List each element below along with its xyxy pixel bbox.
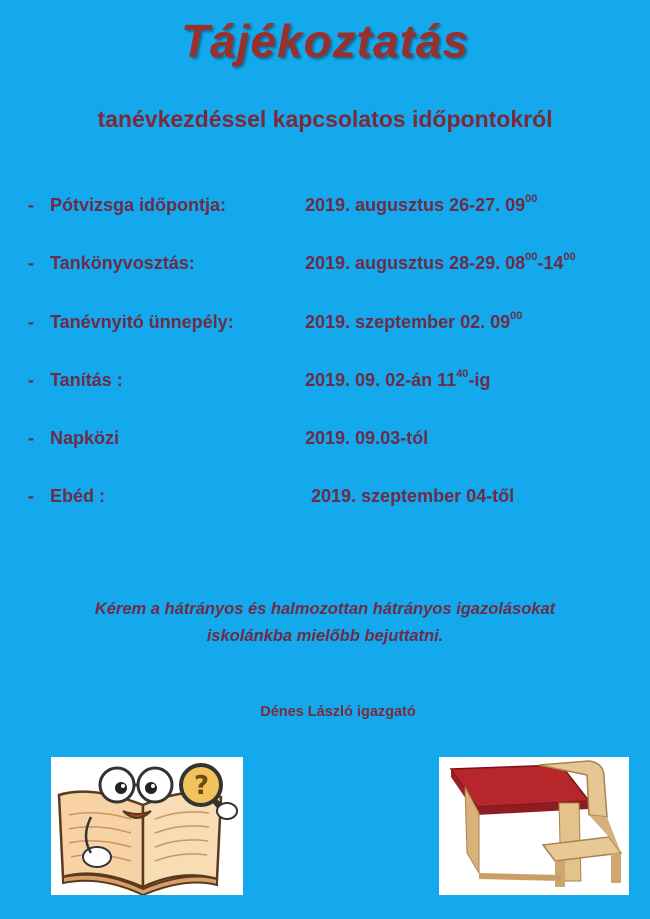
schedule-label: Tankönyvosztás: — [50, 253, 195, 274]
schedule-value — [305, 309, 523, 333]
bullet-dash: - — [28, 311, 34, 332]
schedule-label: Ebéd : — [50, 486, 106, 507]
notice-text — [0, 596, 650, 650]
schedule-row — [28, 195, 638, 253]
schedule-label: Tanítás : — [50, 369, 123, 390]
value-main: 2019. szeptember 02. 09 — [305, 311, 511, 332]
schedule-label: Napközi — [50, 428, 120, 449]
schedule-value — [305, 195, 537, 216]
bullet-dash: - — [28, 486, 34, 507]
value-after: -ig — [468, 369, 491, 390]
bullet-dash: - — [28, 428, 34, 449]
value-superscript: 00 — [525, 193, 538, 205]
schedule-label: Pótvizsga időpontja: — [50, 195, 227, 215]
schedule-value — [311, 486, 514, 507]
value-superscript: 00 — [510, 309, 523, 322]
value-after: -14 — [537, 253, 564, 274]
book-character-illustration — [51, 757, 243, 895]
schedule-value — [305, 428, 428, 449]
value-main: 2019. augusztus 26-27. 09 — [305, 195, 526, 215]
schedule-label: Tanévnyitó ünnepély: — [50, 311, 234, 332]
value-superscript-2: 00 — [563, 251, 576, 264]
bullet-dash: - — [28, 195, 34, 215]
book-character-icon — [51, 757, 243, 895]
school-desk-icon — [439, 757, 629, 895]
value-superscript: 40 — [456, 367, 469, 380]
bullet-dash: - — [28, 253, 34, 274]
value-main: 2019. 09. 02-án 11 — [305, 369, 457, 390]
schedule-row — [28, 309, 638, 370]
value-superscript: 00 — [525, 251, 538, 264]
page-subtitle: tanévkezdéssel kapcsolatos időpontokról — [97, 106, 553, 132]
schedule-row — [28, 428, 638, 486]
value-main: 2019. 09.03-tól — [305, 428, 429, 449]
schedule-list — [28, 195, 638, 545]
schedule-row — [28, 253, 638, 311]
bullet-dash: - — [28, 369, 34, 390]
schedule-value — [305, 253, 576, 274]
schedule-row — [28, 367, 638, 428]
value-main: 2019. augusztus 28-29. 08 — [305, 253, 526, 274]
value-main: 2019. szeptember 04-től — [311, 486, 515, 507]
schedule-row — [28, 486, 638, 544]
school-desk-illustration — [439, 757, 629, 895]
signature: Dénes László igazgató — [260, 704, 416, 720]
page-title: Tájékoztatás — [180, 15, 470, 67]
notice-line: iskolánkba mielőbb bejuttatni. — [206, 627, 444, 645]
svg-text:?: ? — [194, 771, 210, 801]
notice-line: Kérem a hátrányos és halmozottan hátrányos igazolásokat — [94, 600, 556, 618]
schedule-value — [305, 367, 491, 391]
